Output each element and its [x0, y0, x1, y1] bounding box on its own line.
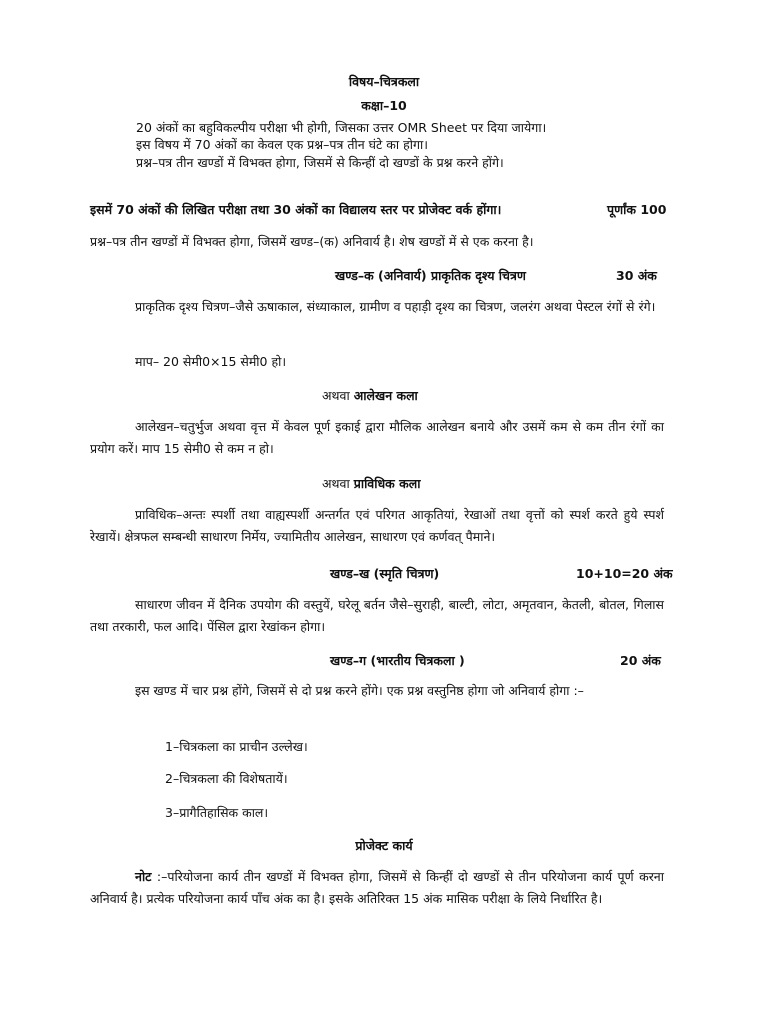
section-c-paragraph [90, 680, 664, 702]
alt-1-heading [322, 388, 418, 404]
alt-2-prefix: अथवा [322, 476, 350, 491]
section-b-paragraph-text: साधारण जीवन में दैनिक उपयोग की वस्तुयें, घरेलू बर्तन जैसे–सुराही, बाल्टी, लोटा, अमृतवान, केतली, बोतल, गिलास तथा तरकारी, फल आदि। पेंसिल द्वारा रेखांकन होगा। [90, 597, 664, 634]
section-c-marks: 20 अंक [620, 653, 661, 668]
list-item: 2–चित्रकला की विशेषतायें। [165, 771, 288, 786]
total-marks: पूर्णांक 100 [607, 202, 667, 217]
list-item: 3–प्रागैतिहासिक काल। [165, 805, 269, 820]
section-b-title: खण्ड–ख (स्मृति चित्रण) [330, 566, 440, 581]
alt-1-title: आलेखन कला [353, 388, 418, 403]
section-a-paragraph-text: प्राकृतिक दृश्य चित्रण–जैसे ऊषाकाल, संध्याकाल, ग्रामीण व पहाड़ी दृश्य का चित्रण, जलरंग अथवा पेस्टल रंगों से रंगे। [135, 299, 656, 314]
section-a-paragraph [90, 296, 664, 318]
summary-text: इसमें 70 अंकों की लिखित परीक्षा तथा 30 अंकों का विद्यालय स्तर पर प्रोजेक्ट वर्क होंगा। [90, 202, 502, 217]
class-heading: कक्षा–10 [361, 98, 407, 113]
project-heading: प्रोजेक्ट कार्य [355, 838, 413, 853]
note-text: :–परियोजना कार्य तीन खण्डों में विभक्त होगा, जिसमें से किन्हीं दो खण्डों से तीन परियोजना कार्य पूर्ण करना अनिवार्य है। प्रत्येक परियोजना कार्य पाँच अंक का है। इसके अतिरिक्त 15 अंक मासिक परीक्षा के लिये निर्धारित है। [90, 869, 664, 906]
alt-1-paragraph-text: आलेखन–चतुर्भुज अथवा वृत्त में केवल पूर्ण इकाई द्वारा मौलिक आलेखन बनाये और उसमें कम से कम तीन रंगों का प्रयोग करें। माप 15 सेमी0 से कम न हो। [90, 419, 664, 456]
section-b-paragraph [90, 594, 664, 638]
section-a-size: माप– 20 सेमी0×15 सेमी0 हो। [135, 354, 287, 369]
alt-1-paragraph [90, 416, 664, 460]
section-c-title: खण्ड–ग (भारतीय चित्रकला ) [330, 653, 465, 668]
subject-heading: विषय–चित्रकला [348, 74, 420, 89]
intro-line-1: 20 अंकों का बहुविकल्पीय परीक्षा भी होगी, जिसका उत्तर OMR Sheet पर दिया जायेगा। [136, 120, 547, 135]
project-note [90, 866, 664, 910]
section-c-paragraph-text: इस खण्ड में चार प्रश्न होंगे, जिसमें से दो प्रश्न करने होंगे। एक प्रश्न वस्तुनिष्ठ होगा जो अनिवार्य होगा :– [135, 683, 584, 698]
list-item: 1–चित्रकला का प्राचीन उल्लेख। [165, 739, 308, 754]
alt-1-prefix: अथवा [322, 388, 350, 403]
alt-2-paragraph-text: प्राविधिक–अन्तः स्पर्शी तथा वाह्यस्पर्शी अन्तर्गत एवं परिगत आकृतियां, रेखाओं तथा वृत्तों को स्पर्श करते हुये स्पर्श रेखायें। क्षेत्रफल सम्बन्धी साधारण निर्मेय, ज्यामितीय आलेखन, साधारण एवं कर्णवत् पैमाने। [90, 507, 664, 544]
intro-line-2: इस विषय में 70 अंकों का केवल एक प्रश्न–पत्र तीन घंटे का होगा। [136, 137, 428, 152]
alt-2-paragraph [90, 504, 664, 548]
section-b-marks: 10+10=20 अंक [576, 566, 673, 581]
section-a-title: खण्ड–क (अनिवार्य) प्राकृतिक दृश्य चित्रण [335, 268, 526, 283]
intro-line-3: प्रश्न–पत्र तीन खण्डों में विभक्त होगा, जिसमें से किन्हीं दो खण्डों के प्रश्न करने होंगे। [136, 155, 504, 170]
alt-2-heading [322, 476, 420, 492]
note-label: नोट [135, 869, 152, 884]
structure-note: प्रश्न–पत्र तीन खण्डों में विभक्त होगा, जिसमें खण्ड–(क) अनिवार्य है। शेष खण्डों में से एक करना है। [90, 234, 534, 249]
section-a-marks: 30 अंक [616, 268, 657, 283]
alt-2-title: प्राविधिक कला [353, 476, 421, 491]
